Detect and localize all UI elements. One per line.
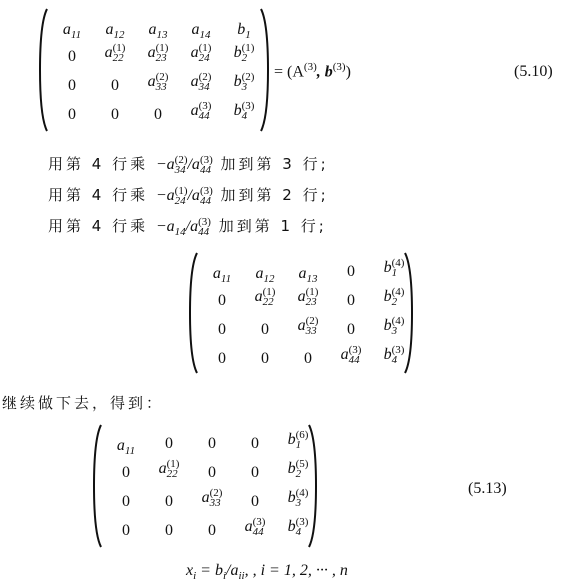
matrix-cell: 0 bbox=[68, 77, 76, 94]
step-line: 用第 4 行乘 −a 14 /a (3) 44 加到第 1 行; bbox=[48, 216, 327, 239]
matrix-cell: a 14 bbox=[191, 21, 211, 42]
matrix-cell: 0 bbox=[165, 435, 173, 452]
continue-text: 继续做下去，得到： bbox=[2, 394, 165, 412]
matrix-cell: a (2) 34 bbox=[190, 71, 212, 94]
matrix-1 bbox=[38, 8, 270, 132]
final-eq: = b bbox=[196, 562, 223, 579]
matrix-cell: 0 bbox=[218, 350, 226, 367]
left-bracket bbox=[38, 8, 48, 132]
matrix-cell: b (3) 4 bbox=[233, 100, 255, 123]
matrix-cell: 0 bbox=[261, 350, 269, 367]
matrix-cell: a 12 bbox=[255, 265, 275, 286]
final-slash: /a bbox=[226, 562, 239, 579]
matrix-cell: a (1) 24 bbox=[190, 42, 212, 65]
left-bracket bbox=[188, 252, 198, 374]
matrix-cell: a (1) 23 bbox=[297, 286, 319, 309]
matrix-cell: b (4) 3 bbox=[287, 487, 309, 510]
matrix-1-rhs bbox=[274, 61, 351, 81]
matrix-cell: 0 bbox=[208, 435, 216, 452]
matrix-cell: 0 bbox=[251, 435, 259, 452]
matrix-cell: a (3) 44 bbox=[244, 516, 266, 539]
matrix-cell: 0 bbox=[111, 77, 119, 94]
matrix-cell: 0 bbox=[165, 522, 173, 539]
rhs-b: , b bbox=[316, 63, 333, 81]
matrix-cell: 0 bbox=[111, 106, 119, 123]
matrix-cell: b (1) 2 bbox=[233, 42, 255, 65]
matrix-cell: 0 bbox=[218, 321, 226, 338]
final-a-sub: ii bbox=[238, 570, 245, 583]
matrix-cell: b (4) 2 bbox=[383, 286, 405, 309]
matrix-cell: 0 bbox=[251, 464, 259, 481]
matrix-cell: 0 bbox=[208, 522, 216, 539]
equation-number-5-13: (5.13) bbox=[468, 480, 507, 497]
rhs-prefix: = (A bbox=[274, 63, 304, 81]
final-formula bbox=[186, 563, 348, 582]
matrix-cell: b (5) 2 bbox=[287, 458, 309, 481]
matrix-2 bbox=[188, 252, 414, 374]
equation-number-5-10: (5.10) bbox=[514, 63, 553, 80]
matrix-cell: 0 bbox=[208, 464, 216, 481]
matrix-cell: a 12 bbox=[105, 21, 125, 42]
matrix-cell: b 1 bbox=[237, 21, 251, 42]
matrix-cell: a (1) 23 bbox=[147, 42, 169, 65]
matrix-cell: 0 bbox=[347, 292, 355, 309]
final-lhs-sub: i bbox=[193, 570, 197, 583]
matrix-cell: a 11 bbox=[62, 21, 82, 42]
matrix-cell: 0 bbox=[122, 493, 130, 510]
rhs-sup: (3) bbox=[303, 61, 317, 73]
matrix-cell: b (6) 1 bbox=[287, 429, 309, 452]
matrix-cell: a 11 bbox=[116, 437, 136, 458]
rhs-b-sup: (3) bbox=[332, 61, 346, 73]
matrix-cell: 0 bbox=[304, 350, 312, 367]
step-line: 用第 4 行乘 −a (1) 24 /a (3) 44 加到第 2 行; bbox=[48, 185, 329, 208]
rhs-close: ) bbox=[345, 63, 351, 81]
final-tail: , , i = 1, 2, ··· , n bbox=[244, 562, 348, 579]
matrix-cell: 0 bbox=[261, 321, 269, 338]
matrix-cell: a 13 bbox=[148, 21, 168, 42]
matrix-cell: 0 bbox=[251, 493, 259, 510]
final-b-sub: i bbox=[222, 570, 227, 583]
matrix-cell: 0 bbox=[68, 106, 76, 123]
matrix-cell: a (3) 44 bbox=[190, 100, 212, 123]
matrix-cell: b (3) 4 bbox=[287, 516, 309, 539]
matrix-cell: 0 bbox=[122, 522, 130, 539]
left-bracket bbox=[92, 424, 102, 548]
matrix-cell: b (2) 3 bbox=[233, 71, 255, 94]
matrix-cell: 0 bbox=[154, 106, 162, 123]
matrix-cell: b (3) 4 bbox=[383, 344, 405, 367]
matrix-cell: a (1) 22 bbox=[158, 458, 180, 481]
matrix-cell: a (2) 33 bbox=[297, 315, 319, 338]
matrix-cell: a (3) 44 bbox=[340, 344, 362, 367]
matrix-cell: 0 bbox=[165, 493, 173, 510]
matrix-cell: 0 bbox=[347, 263, 355, 280]
matrix-cell: a 13 bbox=[298, 265, 318, 286]
matrix-cell: a (2) 33 bbox=[201, 487, 223, 510]
step-line: 用第 4 行乘 −a (2) 34 /a (3) 44 加到第 3 行; bbox=[48, 154, 329, 177]
matrix-3 bbox=[92, 424, 318, 548]
matrix-cell: b (4) 1 bbox=[383, 257, 405, 280]
final-lhs: x bbox=[186, 562, 194, 579]
matrix-cell: b (4) 3 bbox=[383, 315, 405, 338]
matrix-cell: 0 bbox=[122, 464, 130, 481]
matrix-cell: 0 bbox=[68, 48, 76, 65]
matrix-cell: a 11 bbox=[212, 265, 232, 286]
matrix-cell: a (1) 22 bbox=[254, 286, 276, 309]
matrix-cell: a (2) 33 bbox=[147, 71, 169, 94]
matrix-cell: 0 bbox=[218, 292, 226, 309]
matrix-cell: a (1) 22 bbox=[104, 42, 126, 65]
matrix-cell: 0 bbox=[347, 321, 355, 338]
